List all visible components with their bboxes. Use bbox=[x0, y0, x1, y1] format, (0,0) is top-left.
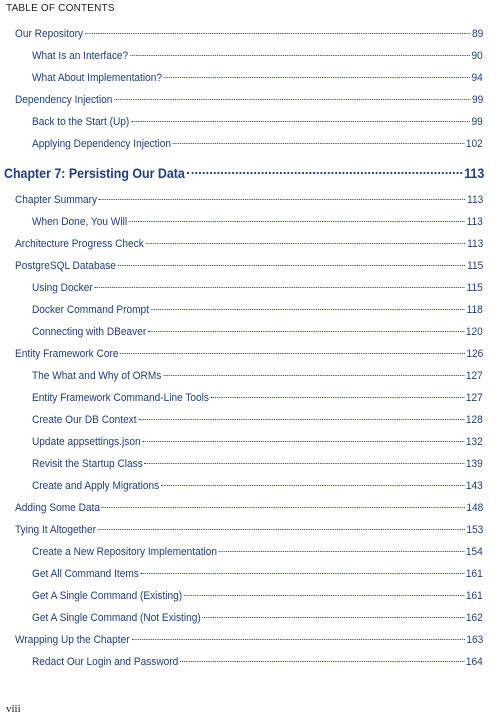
toc-entry-title: Get All Command Items bbox=[32, 568, 139, 580]
toc-entry-page: 115 bbox=[466, 282, 483, 294]
toc-entry-page: 164 bbox=[465, 656, 483, 668]
toc-entry[interactable] bbox=[15, 238, 483, 250]
dot-leader bbox=[148, 331, 464, 332]
toc-entry[interactable] bbox=[32, 50, 483, 62]
toc-entry[interactable] bbox=[32, 480, 483, 492]
toc-entry-page: 154 bbox=[465, 546, 483, 558]
toc-entry-page: 94 bbox=[471, 72, 483, 84]
dot-leader bbox=[142, 441, 464, 442]
toc-entry-title: When Done, You Will bbox=[32, 216, 128, 228]
toc-entry-page: 153 bbox=[466, 524, 484, 536]
toc-entry-page: 113 bbox=[464, 166, 485, 181]
toc-entry[interactable] bbox=[32, 414, 483, 426]
dot-leader bbox=[184, 595, 464, 596]
toc-entry-title: Chapter Summary bbox=[15, 194, 98, 206]
toc-entry[interactable] bbox=[32, 436, 483, 448]
toc-entry-title: Create and Apply Migrations bbox=[32, 480, 160, 492]
toc-entry-page: 99 bbox=[471, 116, 483, 128]
toc-entry-page: 127 bbox=[465, 370, 483, 382]
toc-entry-title: Update appsettings.json bbox=[32, 436, 141, 448]
toc-entry-title: Create a New Repository Implementation bbox=[32, 546, 218, 558]
dot-leader bbox=[163, 375, 464, 376]
toc-entry-page: 113 bbox=[466, 216, 483, 228]
dot-leader bbox=[180, 661, 464, 662]
toc-entry-title: Using Docker bbox=[32, 282, 93, 294]
toc-entry[interactable] bbox=[32, 370, 483, 382]
dot-leader bbox=[164, 77, 470, 78]
dot-leader bbox=[141, 573, 464, 574]
dot-leader bbox=[98, 529, 465, 530]
dot-leader bbox=[173, 143, 464, 144]
toc-entry[interactable] bbox=[15, 28, 483, 40]
dot-leader bbox=[187, 172, 463, 174]
toc-entry[interactable] bbox=[32, 612, 483, 624]
toc-entry-page: 148 bbox=[466, 502, 484, 514]
dot-leader bbox=[145, 463, 464, 464]
dot-leader bbox=[131, 121, 470, 122]
toc-entry-page: 113 bbox=[467, 194, 484, 206]
dot-leader bbox=[102, 507, 465, 508]
toc-entry[interactable] bbox=[32, 392, 483, 404]
toc-entry[interactable] bbox=[32, 458, 483, 470]
toc-entry-title: What Is an Interface? bbox=[32, 50, 129, 62]
dot-leader bbox=[151, 309, 465, 310]
dot-leader bbox=[120, 353, 464, 354]
toc-entry-page: 132 bbox=[465, 436, 483, 448]
toc-entry-title: Docker Command Prompt bbox=[32, 304, 149, 316]
dot-leader bbox=[99, 199, 465, 200]
toc-entry-title: Back to the Start (Up) bbox=[32, 116, 130, 128]
toc-entry[interactable] bbox=[15, 502, 483, 514]
toc-entry-title: PostgreSQL Database bbox=[15, 260, 116, 272]
toc-entry-title: Our Repository bbox=[15, 28, 84, 40]
toc-entry-title: What About Implementation? bbox=[32, 72, 162, 84]
dot-leader bbox=[114, 99, 470, 100]
dot-leader bbox=[203, 617, 464, 618]
toc-entry-title: Architecture Progress Check bbox=[15, 238, 144, 250]
toc-entry[interactable] bbox=[32, 138, 483, 150]
dot-leader bbox=[219, 551, 464, 552]
dot-leader bbox=[211, 397, 464, 398]
running-head: TABLE OF CONTENTS bbox=[6, 3, 115, 14]
dot-leader bbox=[85, 33, 470, 34]
dot-leader bbox=[131, 639, 464, 640]
toc-entry-title: Wrapping Up the Chapter bbox=[15, 634, 130, 646]
toc-entry[interactable] bbox=[32, 568, 483, 580]
toc-entry[interactable] bbox=[32, 326, 483, 338]
toc-entry[interactable] bbox=[32, 72, 483, 84]
toc-entry[interactable] bbox=[32, 216, 483, 228]
toc-entry[interactable] bbox=[32, 282, 483, 294]
toc-entry[interactable] bbox=[32, 304, 483, 316]
dot-leader bbox=[129, 221, 465, 222]
toc-entry[interactable] bbox=[32, 546, 483, 558]
toc-entry-page: 127 bbox=[465, 392, 483, 404]
toc-entry-page: 161 bbox=[465, 590, 483, 602]
toc-entry-title: Entity Framework Core bbox=[15, 348, 119, 360]
toc-entry[interactable] bbox=[15, 260, 483, 272]
toc-entry[interactable] bbox=[15, 94, 483, 106]
toc-entry[interactable] bbox=[32, 590, 483, 602]
toc-entry-title: Redact Our Login and Password bbox=[32, 656, 179, 668]
toc-entry[interactable] bbox=[15, 194, 483, 206]
dot-leader bbox=[161, 485, 464, 486]
toc-entry-title: Dependency Injection bbox=[15, 94, 113, 106]
toc-entry-title: Get A Single Command (Existing) bbox=[32, 590, 183, 602]
dot-leader bbox=[118, 265, 466, 266]
toc-entry-page: 139 bbox=[465, 458, 483, 470]
page-folio: viii bbox=[6, 703, 21, 715]
toc-entry-title: Get A Single Command (Not Existing) bbox=[32, 612, 201, 624]
toc-entry-page: 118 bbox=[466, 304, 483, 316]
toc-entry-page: 128 bbox=[465, 414, 483, 426]
toc-entry-page: 113 bbox=[467, 238, 484, 250]
toc-entry-title: Tying It Altogether bbox=[15, 524, 97, 536]
toc-entry[interactable] bbox=[15, 634, 483, 646]
toc-entry-title: Revisit the Startup Class bbox=[32, 458, 143, 470]
toc-entry-title: Adding Some Data bbox=[15, 502, 100, 514]
toc-entry-title: The What and Why of ORMs bbox=[32, 370, 162, 382]
dot-leader bbox=[95, 287, 465, 288]
toc-entry-page: 115 bbox=[467, 260, 484, 272]
toc-entry-page: 89 bbox=[472, 28, 484, 40]
toc-entry-title: Chapter 7: Persisting Our Data bbox=[4, 166, 185, 181]
toc-entry-title: Connecting with DBeaver bbox=[32, 326, 147, 338]
toc-entry[interactable] bbox=[32, 116, 483, 128]
toc-entry-page: 102 bbox=[465, 138, 483, 150]
toc-entry-page: 143 bbox=[465, 480, 483, 492]
toc-entry-page: 120 bbox=[465, 326, 483, 338]
toc-entry-page: 126 bbox=[466, 348, 484, 360]
toc-entry-page: 161 bbox=[465, 568, 483, 580]
dot-leader bbox=[138, 419, 464, 420]
dot-leader bbox=[146, 243, 466, 244]
toc-entry-page: 163 bbox=[466, 634, 484, 646]
dot-leader bbox=[130, 55, 470, 56]
toc-chapter-entry[interactable] bbox=[4, 166, 484, 181]
toc-entry[interactable] bbox=[15, 348, 483, 360]
toc-entry[interactable] bbox=[15, 524, 483, 536]
toc-entry-page: 162 bbox=[465, 612, 483, 624]
toc-entry-page: 99 bbox=[472, 94, 484, 106]
toc-entry-title: Applying Dependency Injection bbox=[32, 138, 171, 150]
toc-entry[interactable] bbox=[32, 656, 483, 668]
toc-entry-title: Create Our DB Context bbox=[32, 414, 137, 426]
toc-entry-title: Entity Framework Command-Line Tools bbox=[32, 392, 209, 404]
toc-entry-page: 90 bbox=[471, 50, 483, 62]
